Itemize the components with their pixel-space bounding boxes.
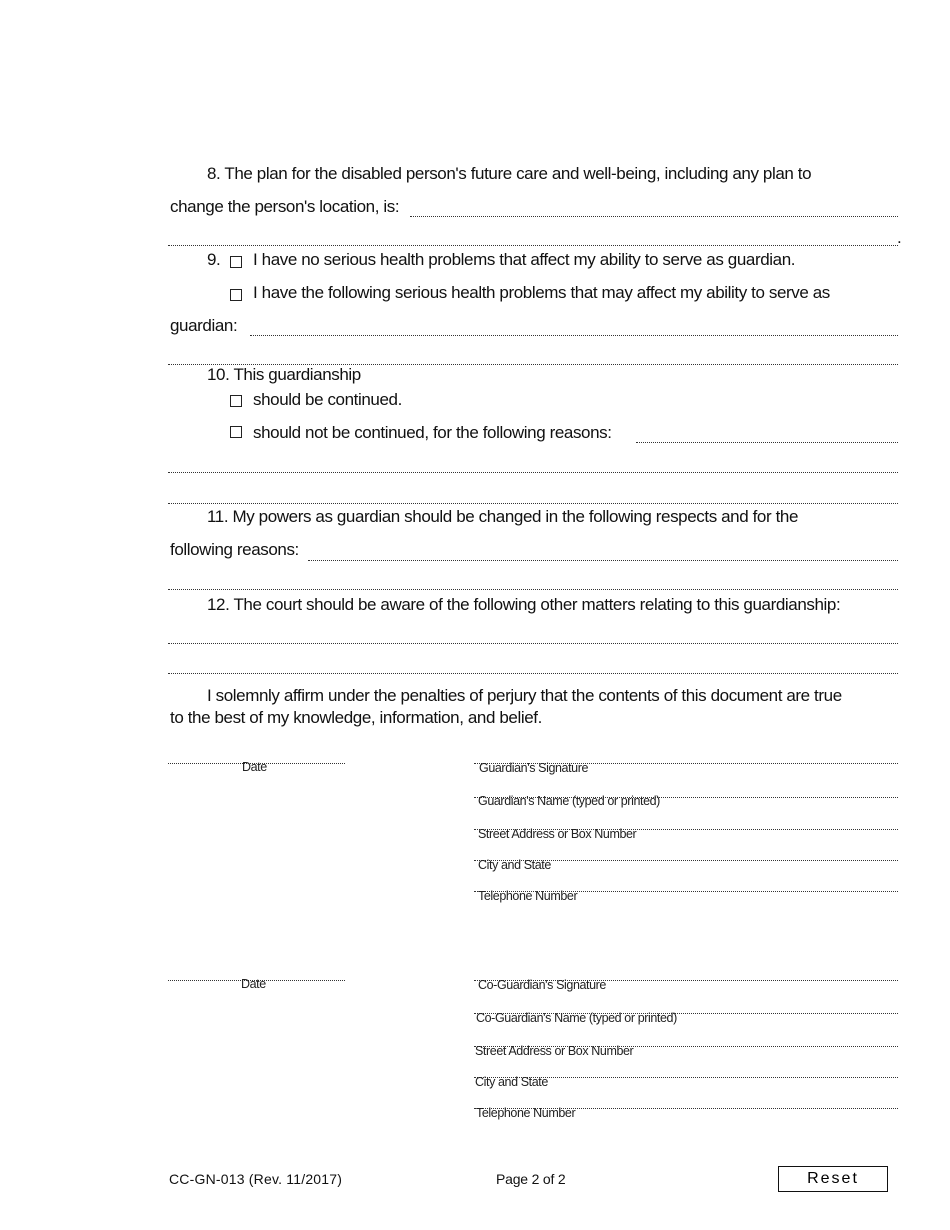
q11-changes-field-2[interactable] [168, 573, 898, 590]
q8-plan-field-1[interactable] [410, 200, 898, 217]
q11-text-line1: 11. My powers as guardian should be changed in the following respects and for the [207, 507, 799, 526]
guardian-street-label: Street Address or Box Number [478, 827, 637, 841]
q10-continue-checkbox[interactable] [230, 395, 242, 407]
q9-no-problems-checkbox[interactable] [230, 256, 242, 268]
q9-option2-continuation: guardian: [170, 316, 238, 335]
q10-reasons-field-2[interactable] [168, 456, 898, 473]
q9-health-field-1[interactable] [250, 319, 898, 336]
q10-reasons-field-1[interactable] [636, 426, 898, 443]
q10-not-continue-checkbox[interactable] [230, 426, 242, 438]
coguardian-city-label: City and State [475, 1075, 548, 1089]
q10-option2-label: should not be continued, for the following reasons: [253, 423, 612, 442]
q12-text-line1: 12. The court should be aware of the following other matters relating to this guardianship: [207, 595, 841, 614]
q8-text-line1: 8. The plan for the disabled person's future care and well-being, including any plan to [207, 164, 812, 183]
q10-reasons-field-3[interactable] [168, 487, 898, 504]
q9-health-field-2[interactable] [168, 348, 898, 365]
q10-option1-label: should be continued. [253, 390, 402, 409]
affirmation-line2: to the best of my knowledge, information, and belief. [170, 708, 542, 727]
reset-button[interactable]: Reset [778, 1166, 888, 1192]
q9-has-problems-checkbox[interactable] [230, 289, 242, 301]
q12-matters-field-2[interactable] [168, 657, 898, 674]
form-id: CC-GN-013 (Rev. 11/2017) [169, 1171, 343, 1187]
affirmation-line1: I solemnly affirm under the penalties of perjury that the contents of this document are true [207, 686, 842, 705]
q11-text-line2: following reasons: [170, 540, 299, 559]
q9-option1-label: I have no serious health problems that affect my ability to serve as guardian. [253, 250, 796, 269]
coguardian-date-label: Date [241, 977, 266, 991]
guardian-name-label: Guardian's Name (typed or printed) [478, 794, 660, 808]
guardian-phone-label: Telephone Number [478, 889, 578, 903]
q9-number: 9. [207, 250, 221, 269]
q10-heading: 10. This guardianship [207, 365, 361, 384]
guardian-city-label: City and State [478, 858, 551, 872]
coguardian-street-label: Street Address or Box Number [475, 1044, 634, 1058]
guardian-date-label: Date [242, 760, 267, 774]
q8-plan-field-2[interactable] [168, 229, 898, 246]
coguardian-phone-label: Telephone Number [476, 1106, 576, 1120]
q12-matters-field-1[interactable] [168, 627, 898, 644]
page-number: Page 2 of 2 [496, 1171, 566, 1187]
q9-option2-label: I have the following serious health problems that may affect my ability to serve as [253, 283, 830, 302]
guardian-signature-label: Guardian's Signature [479, 761, 589, 775]
coguardian-name-label: Co-Guardian's Name (typed or printed) [476, 1011, 677, 1025]
coguardian-signature-label: Co-Guardian's Signature [478, 978, 606, 992]
q11-changes-field-1[interactable] [308, 544, 898, 561]
q8-end-period: . [897, 228, 902, 247]
q8-text-line2: change the person's location, is: [170, 197, 400, 216]
